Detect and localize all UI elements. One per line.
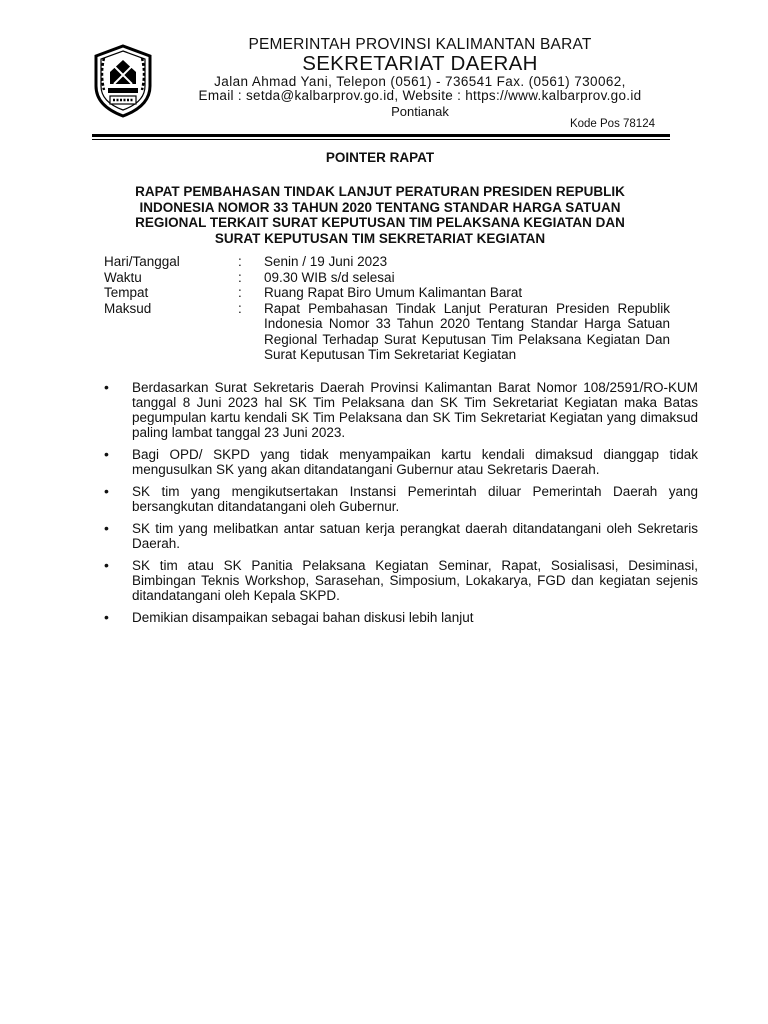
bullet-icon: • [104,446,109,462]
info-label: Hari/Tanggal [104,254,180,269]
letterhead-office: SEKRETARIAT DAERAH [302,52,538,75]
info-label: Tempat [104,285,149,300]
letterhead-divider-thin [92,139,670,140]
list-item [104,380,698,440]
info-value: 09.30 WIB s/d selesai [264,269,395,285]
list-item-text: Berdasarkan Surat Sekretaris Daerah Provinsi Kalimantan Barat Nomor 108/2591/RO-KUM tanggal 8 Juni 2023 hal SK Tim Pelaksana dan SK Tim Sekretariat Kegiatan maka Batas pegumpulan kartu kendali SK Tim Pelaksana dan SK Tim Sekretariat Kegiatan yang dimaksud paling lambat tanggal 23 Juni 2023. [132,380,698,440]
info-label: Maksud [104,300,152,316]
info-value: Ruang Rapat Biro Umum Kalimantan Barat [264,285,523,300]
bullet-icon: • [104,379,109,395]
meeting-info [104,254,670,363]
list-item [104,558,698,603]
info-label: Waktu [104,269,142,285]
list-item-text: Demikian disampaikan sebagai bahan diskusi lebih lanjut [132,610,474,625]
document-heading: POINTER RAPAT [325,150,435,165]
letterhead-city: Pontianak [391,104,449,119]
info-row-purpose [104,301,670,363]
info-colon: : [238,254,242,269]
letterhead-divider [92,134,670,137]
info-colon: : [238,269,242,285]
info-colon: : [238,300,242,316]
list-item-text: SK tim yang melibatkan antar satuan kerja perangkat daerah ditandatangani oleh Sekretaris Daerah. [132,521,698,551]
info-value: Rapat Pembahasan Tindak Lanjut Peraturan Presiden Republik Indonesia Nomor 33 Tahun 2020 Tentang Standar Harga Satuan Regional Terhadap Surat Keputusan Tim Pelaksana Kegiatan Dan Surat Keputusan Tim Sekretariat Kegiatan [264,300,670,362]
list-item-text: SK tim yang mengikutsertakan Instansi Pemerintah diluar Pemerintah Daerah yang bersangkutan ditandatangani oleh Gubernur. [132,484,698,514]
info-value: Senin / 19 Juni 2023 [264,254,388,269]
list-item [104,484,698,514]
info-row-time [104,270,670,286]
info-row-place [104,285,670,301]
letterhead-government: PEMERINTAH PROVINSI KALIMANTAN BARAT [248,36,592,53]
list-item [104,447,698,477]
bullet-icon: • [104,520,109,536]
provincial-emblem-icon [90,44,156,118]
bullet-icon: • [104,483,109,499]
letterhead-postal-code: Kode Pos 78124 [569,118,655,130]
list-item [104,521,698,551]
subtitle-line: SURAT KEPUTUSAN TIM SEKRETARIAT KEGIATAN [214,230,546,246]
subtitle-line: RAPAT PEMBAHASAN TINDAK LANJUT PERATURAN PRESIDEN REPUBLIK [135,184,625,199]
document-subtitle [90,184,670,246]
list-item-text: SK tim atau SK Panitia Pelaksana Kegiatan Seminar, Rapat, Sosialisasi, Desiminasi, Bimbingan Teknis Workshop, Sarasehan, Simposium, Lokakarya, FGD dan kegiatan sejenis ditandatangani oleh Kepala SKPD. [132,558,698,603]
info-colon: : [238,285,242,300]
letterhead-contact: Email : setda@kalbarprov.go.id, Website : https://www.kalbarprov.go.id [198,88,642,103]
pointer-list [104,380,698,632]
bullet-icon: • [104,557,109,573]
subtitle-line: INDONESIA NOMOR 33 TAHUN 2020 TENTANG STANDAR HARGA SATUAN [139,199,621,215]
letterhead-address: Jalan Ahmad Yani, Telepon (0561) - 736541 Fax. (0561) 730062, [214,74,626,89]
subtitle-line: REGIONAL TERKAIT SURAT KEPUTUSAN TIM PELAKSANA KEGIATAN DAN [135,215,625,230]
list-item [104,610,698,625]
info-row-date [104,254,670,270]
list-item-text: Bagi OPD/ SKPD yang tidak menyampaikan kartu kendali dimaksud dianggap tidak mengusulkan SK yang akan ditandatangani Gubernur atau Sekretaris Daerah. [132,447,698,477]
bullet-icon: • [104,609,109,625]
